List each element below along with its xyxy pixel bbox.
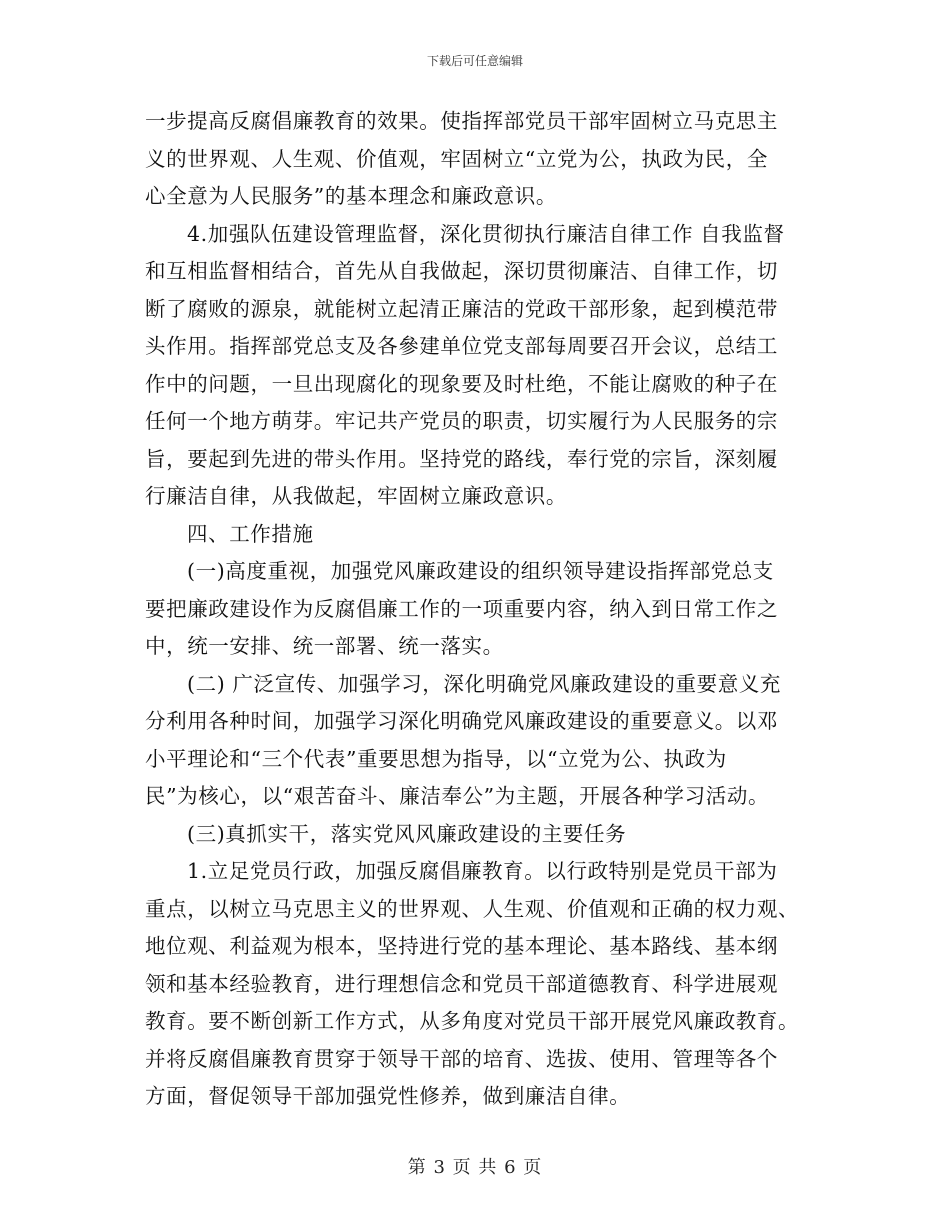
body-line: 一步提高反腐倡廉教育的效果。使指挥部党员干部牢固树立马克思主 — [145, 109, 778, 133]
document-body — [145, 103, 810, 1116]
body-line: (三)真抓实干，落实党风风廉政建设的主要任务 — [187, 821, 627, 846]
body-line: 并将反腐倡廉教育贯穿于领导干部的培育、选拔、使用、管理等各个 — [145, 1046, 778, 1071]
body-line: 民”为核心，以“艰苦奋斗、廉洁奉公”为主题，开展各种学习活动。 — [145, 784, 770, 808]
body-line: 小平理论和“三个代表”重要思想为指导，以“立党为公、执政为 — [145, 746, 727, 771]
body-line: 作中的问题，一旦出现腐化的现象要及时杜绝，不能让腐败的种子在 — [145, 371, 778, 396]
body-line: 分利用各种时间，加强学习深化明确党风廉政建设的重要意义。以邓 — [145, 709, 778, 733]
body-line: 要把廉政建设作为反腐倡廉工作的一项重要内容，纳入到日常工作之 — [145, 596, 778, 621]
body-line: 头作用。指挥部党总支及各參建单位党支部每周要召开会议，总结工 — [145, 334, 778, 358]
page-number: 第 3 页 共 6 页 — [407, 1157, 543, 1178]
body-line: 领和基本经验教育，进行理想信念和党员干部道德教育、科学进展观 — [145, 971, 778, 996]
body-line: 方面，督促领导干部加强党性修养，做到廉洁自律。 — [145, 1084, 631, 1108]
body-line: 任何一个地方萌芽。牢记共产党员的职责，切实履行为人民服务的宗 — [145, 409, 778, 433]
body-line: 中，统一安排、统一部署、统一落实。 — [145, 634, 504, 658]
body-line: 地位观、利益观为根本，坚持进行党的基本理论、基本路线、基本纲 — [145, 934, 778, 958]
section-heading: 四、工作措施 — [187, 521, 314, 546]
body-line: 4.加强队伍建设管理监督，深化贯彻执行廉洁自律工作 自我监督 — [187, 221, 785, 246]
body-line: 重点，以树立马克思主义的世界观、人生观、价值观和正确的权力观、 — [145, 896, 800, 921]
body-line: 断了腐败的源泉，就能树立起清正廉洁的党政干部形象，起到模范带 — [145, 296, 778, 321]
body-line: 义的世界观、人生观、价值观，牢固树立“立党为公，执政为民，全 — [145, 146, 768, 171]
body-line: (二) 广泛宣传、加强学习，深化明确党风廉政建设的重要意义充 — [187, 671, 782, 696]
body-line: 1.立足党员行政，加强反腐倡廉教育。以行政特别是党员干部为 — [187, 859, 778, 883]
body-line: 行廉洁自律，从我做起，牢固树立廉政意识。 — [145, 484, 567, 508]
body-line: 心全意为人民服务”的基本理念和廉政意识。 — [145, 184, 557, 208]
body-line: 教育。要不断创新工作方式，从多角度对党员干部开展党风廉政教育。 — [145, 1009, 800, 1033]
body-line: 旨，要起到先进的带头作用。坚持党的路线，奉行党的宗旨，深刻履 — [145, 446, 778, 471]
header-note: 下载后可任意编辑 — [426, 54, 523, 68]
body-line: (一)高度重视，加强党风廉政建设的组织领导建设指挥部党总支 — [187, 559, 774, 583]
body-line: 和互相监督相结合，首先从自我做起，深切贯彻廉洁、自律工作，切 — [145, 259, 778, 283]
